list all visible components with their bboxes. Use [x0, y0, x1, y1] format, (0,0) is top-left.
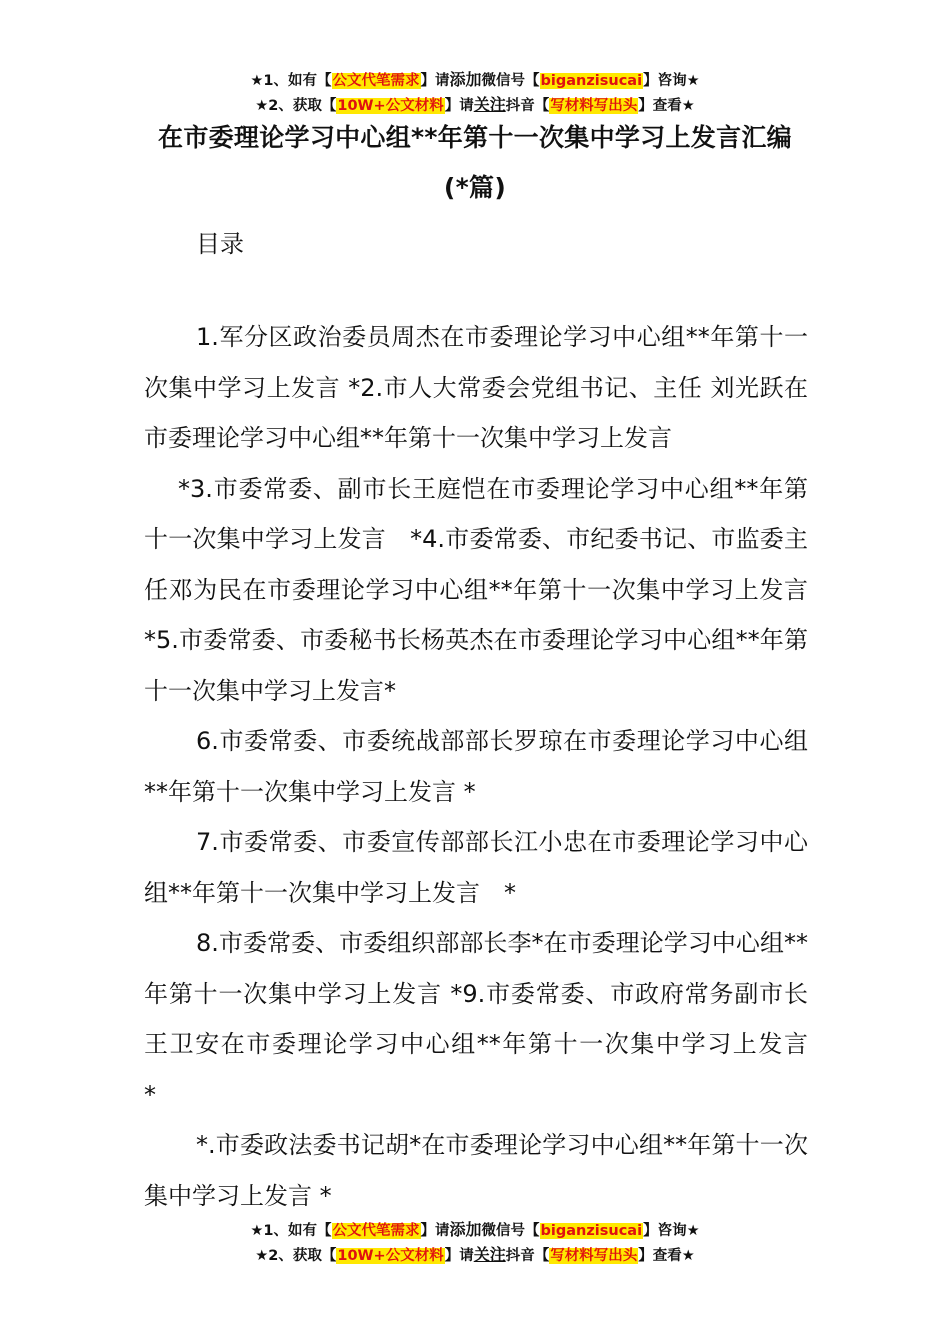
- banner-2-prefix: ★2、获取【: [255, 98, 337, 114]
- banner-2-suffix: 】查看★: [638, 98, 695, 114]
- bottom-banner: [0, 1218, 950, 1268]
- toc-body: [144, 312, 840, 1221]
- banner-1-mid: 】请: [420, 73, 450, 89]
- bottom-banner-2-suffix: 】查看★: [638, 1248, 695, 1264]
- banner-2-highlight: 10W+公文材料: [337, 98, 444, 114]
- bottom-banner-2-mid2: 抖音【: [505, 1248, 550, 1264]
- toc-paragraph-4: 7.市委常委、市委宣传部部长江小忠在市委理论学习中心组**年第十一次集中学习上发言 *: [144, 828, 808, 907]
- banner-2-emph: 关注: [473, 95, 506, 114]
- banner-2-mid2: 抖音【: [505, 98, 550, 114]
- toc-paragraph-1: 1.军分区政治委员周杰在市委理论学习中心组**年第十一次集中学习上发言 *2.市人大常委会党组书记、主任 刘光跃在市委理论学习中心组**年第十一次集中学习上发言: [144, 323, 808, 452]
- bottom-banner-1-suffix: 】咨询★: [643, 1223, 700, 1239]
- top-banner: [0, 68, 950, 118]
- banner-line-2: [0, 93, 950, 118]
- document-title: 在市委理论学习中心组**年第十一次集中学习上发言汇编: [158, 123, 792, 152]
- bottom-banner-2-douyin-id: 写材料写出头: [550, 1248, 638, 1264]
- bottom-banner-2-prefix: ★2、获取【: [255, 1248, 337, 1264]
- bottom-banner-2-emph: 关注: [473, 1245, 506, 1264]
- document-title-count: (*篇): [443, 173, 507, 202]
- banner-1-mid2: 微信号【: [481, 73, 540, 89]
- banner-1-wechat-id: biganzisucai: [540, 73, 643, 89]
- bottom-banner-1-highlight: 公文代笔需求: [332, 1223, 420, 1239]
- bottom-banner-2-mid: 】请: [444, 1248, 474, 1264]
- bottom-banner-1-mid2: 微信号【: [481, 1223, 540, 1239]
- bottom-banner-2-highlight: 10W+公文材料: [337, 1248, 444, 1264]
- bottom-banner-1-prefix: ★1、如有【: [250, 1223, 332, 1239]
- banner-1-prefix: ★1、如有【: [250, 73, 332, 89]
- toc-paragraph-2: *3.市委常委、副市长王庭恺在市委理论学习中心组**年第十一次集中学习上发言 *4.市委常委、市纪委书记、市监委主任邓为民在市委理论学习中心组**年第十一次集中学习上发言 *5.市委常委、市委秘书长杨英杰在市委理论学习中心组**年第十一次集中学习上发言*: [144, 474, 808, 705]
- toc-paragraph-6: *.市委政法委书记胡*在市委理论学习中心组**年第十一次集中学习上发言 *: [144, 1131, 808, 1210]
- banner-1-suffix: 】咨询★: [643, 73, 700, 89]
- bottom-banner-line-2: [0, 1243, 950, 1268]
- toc-label: 目录: [196, 230, 244, 258]
- banner-line-1: [0, 68, 950, 93]
- banner-2-mid: 】请: [444, 98, 474, 114]
- banner-1-emph: 添加: [449, 70, 482, 89]
- banner-2-douyin-id: 写材料写出头: [550, 98, 638, 114]
- bottom-banner-line-1: [0, 1218, 950, 1243]
- bottom-banner-1-mid: 】请: [420, 1223, 450, 1239]
- toc-paragraph-5: 8.市委常委、市委组织部部长李*在市委理论学习中心组**年第十一次集中学习上发言 *9.市委常委、市政府常务副市长王卫安在市委理论学习中心组**年第十一次集中学习上发言 *: [144, 929, 840, 1109]
- bottom-banner-1-emph: 添加: [449, 1220, 482, 1239]
- toc-paragraph-3: 6.市委常委、市委统战部部长罗琼在市委理论学习中心组**年第十一次集中学习上发言 *: [144, 727, 808, 806]
- bottom-banner-1-wechat-id: biganzisucai: [540, 1223, 643, 1239]
- banner-1-highlight: 公文代笔需求: [332, 73, 420, 89]
